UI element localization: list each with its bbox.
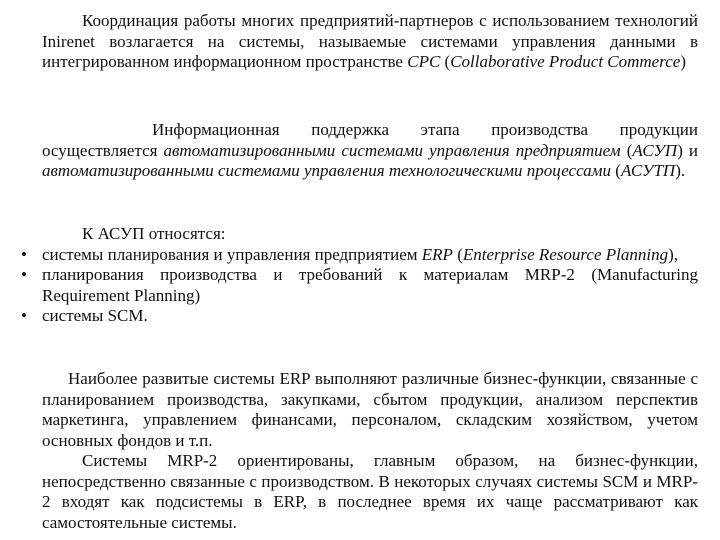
prod-italic-asutp: АСУТП <box>620 161 676 180</box>
cpc-paragraph <box>42 11 698 73</box>
list-item <box>21 306 698 327</box>
bullet-icon: • <box>21 306 27 325</box>
cpc-text-1: Координация работы многих предприятий-партнеров с использованием технологий Inirenet возлагается на системы, называемые системами управления данными в интегрированном информационном пространстве <box>42 11 698 71</box>
asup-heading: К АСУП относятся: <box>82 224 226 243</box>
cpc-text-2: ( <box>440 52 451 71</box>
mrp2-paragraph: Системы MRP-2 ориентированы, главным образом, на бизнес-функции, непосредственно связанные с производством. В некоторых случаях системы SCM и MRP-2 входят как подсистемы в ERP, в последнее время их чаще рассматривают как самостоятельные системы. <box>42 451 698 532</box>
prod-text-1: Информационная поддержка этапа производства продукции осуществляется <box>42 120 698 160</box>
list-item-text: ), <box>668 244 679 264</box>
cpc-abbr: CPC <box>407 52 441 71</box>
production-support-paragraph <box>42 120 698 182</box>
bullet-icon: • <box>21 265 27 284</box>
prod-italic-asutp-full: автоматизированными системами управления технологическими процессами <box>42 161 612 180</box>
list-item-text: системы SCM. <box>42 306 148 325</box>
cpc-text-3: ) <box>680 52 686 71</box>
prod-text-5: ). <box>675 161 686 180</box>
list-item <box>21 265 698 306</box>
prod-italic-asup: АСУП <box>632 140 678 160</box>
asup-section <box>21 224 698 327</box>
prod-text-4: ( <box>611 161 621 180</box>
bullet-icon: • <box>21 244 27 264</box>
prod-text-2: ( <box>620 140 633 160</box>
erp-paragraph: Наиболее развитые системы ERP выполняют различные бизнес-функции, связанные с планированием производства, закупками, сбытом продукции, анализом перспектив маркетинга, управлением финансами, персоналом, складским хозяйством, учетом основных фондов и т.п. <box>42 369 698 450</box>
cpc-full-name: Collaborative Product Commerce <box>450 52 681 71</box>
asup-bullet-list <box>21 244 698 327</box>
list-item-text: системы планирования и управления предприятием <box>42 244 422 264</box>
list-item-text: ( <box>452 244 463 264</box>
list-item-italic: ERP <box>421 244 453 264</box>
prod-italic-asup-full: автоматизированными системами управления предприятием <box>163 140 621 160</box>
prod-text-3: ) и <box>677 140 699 160</box>
list-item-text: планирования производства и требований к материалам MRP-2 (Manufacturing Requirement Planning) <box>42 265 698 305</box>
list-item <box>21 244 698 266</box>
list-item-italic: Enterprise Resource Planning <box>462 244 669 264</box>
